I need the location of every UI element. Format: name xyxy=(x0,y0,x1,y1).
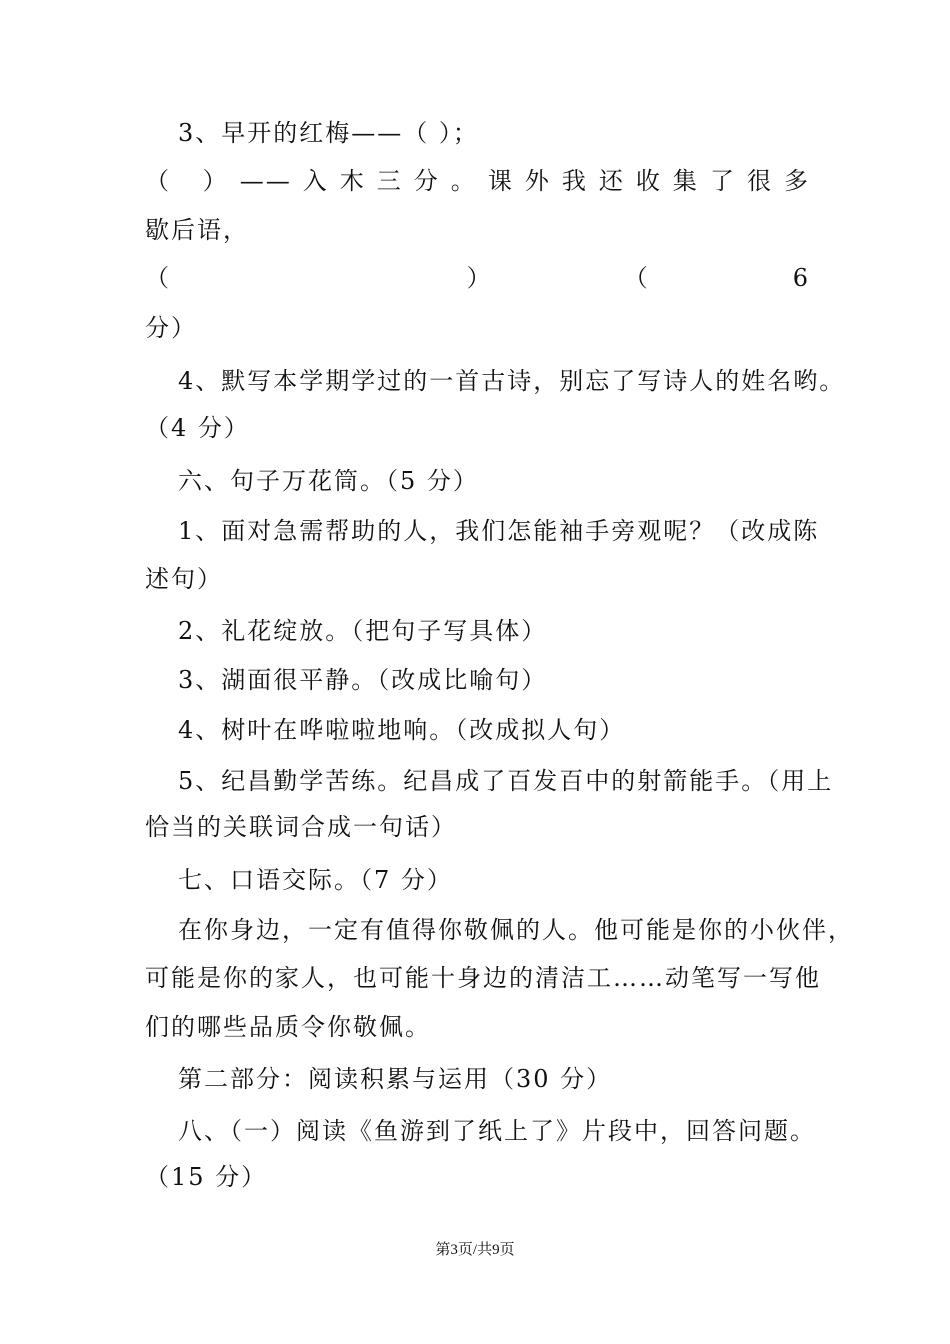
section-eight-heading-line-2: （15 分） xyxy=(145,1163,268,1191)
s6-item-5-line-2: 恰当的关联词合成一句话） xyxy=(145,813,457,841)
q3-line-3: 歇后语， xyxy=(145,216,249,244)
q3-line-1: 3、早开的红梅——（ ）； xyxy=(178,119,479,147)
page-number-footer: 第3页/共9页 xyxy=(435,1242,515,1258)
s6-item-4: 4、树叶在哗啦啦地响。（改成拟人句） xyxy=(178,716,626,744)
part-two-heading: 第二部分：阅读积累与运用（30 分） xyxy=(178,1065,613,1093)
q4-line-2: （4 分） xyxy=(145,414,250,442)
s6-item-1-line-1: 1、面对急需帮助的人，我们怎能袖手旁观呢？（改成陈 xyxy=(178,517,820,545)
s6-item-2: 2、礼花绽放。（把句子写具体） xyxy=(178,617,548,645)
q3-line-4: （ ）（6 xyxy=(145,264,810,292)
section-seven-heading: 七、口语交际。（7 分） xyxy=(178,866,453,894)
s7-paragraph-line-2: 可能是你的家人，也可能十身边的清洁工……动笔写一写他 xyxy=(145,964,821,992)
s6-item-1-line-2: 述句） xyxy=(145,565,223,593)
q3-line-5: 分） xyxy=(145,314,197,342)
section-six-heading: 六、句子万花筒。（5 分） xyxy=(178,467,479,495)
s7-paragraph-line-1: 在你身边，一定有值得你敬佩的人。他可能是你的小伙伴， xyxy=(178,916,854,944)
q3-line-2: （ ）——入木三分。课外我还收集了很多 xyxy=(145,167,810,195)
s6-item-3: 3、湖面很平静。（改成比喻句） xyxy=(178,666,548,694)
section-eight-heading-line-1: 八、（一）阅读《鱼游到了纸上了》片段中，回答问题。 xyxy=(178,1117,816,1145)
s7-paragraph-line-3: 们的哪些品质令你敬佩。 xyxy=(145,1013,431,1041)
s6-item-5-line-1: 5、纪昌勤学苦练。纪昌成了百发百中的射箭能手。（用上 xyxy=(178,767,834,795)
q4-line-1: 4、默写本学期学过的一首古诗，别忘了写诗人的姓名哟。 xyxy=(178,367,846,395)
